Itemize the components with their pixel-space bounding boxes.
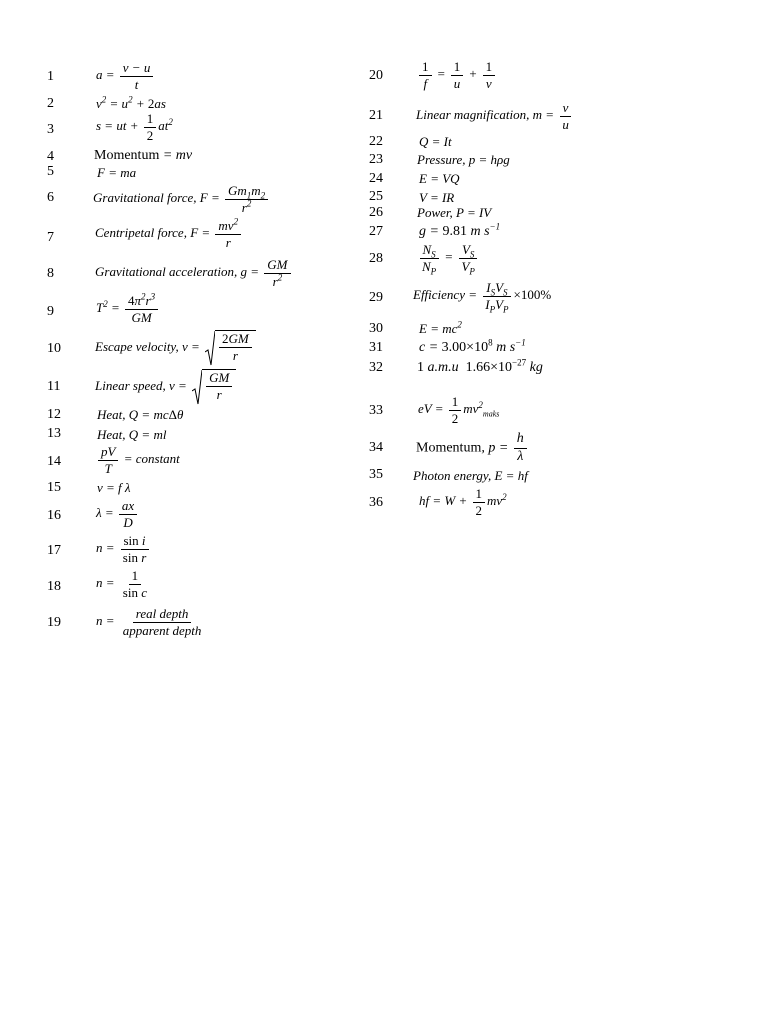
formula-charge: Q = It	[419, 134, 452, 149]
formula-number: 36	[369, 495, 383, 510]
formula-number: 24	[369, 171, 383, 186]
heat-label: Heat,	[97, 427, 126, 442]
formula-number: 21	[369, 108, 383, 123]
formula-critical-angle: n = $\frac{1}{\text{sin c}}$	[96, 568, 147, 600]
formula-speed-of-light: $c = 3.00\times 10^8$ m $s^{-1}$	[419, 337, 526, 355]
formula-number: 23	[369, 152, 383, 167]
formula-orbital-period: $T^2$ = $\frac{4\pi^2r^3}{GM}$	[96, 294, 160, 324]
formula-momentum: Momentum = mv	[94, 148, 193, 163]
formula-centripetal-force: Centripetal force, F = $\frac{mv^2}{r}$	[95, 219, 243, 249]
formula-number: 17	[47, 543, 61, 558]
efficiency-label: Efficiency	[413, 287, 465, 303]
formula-force: F = ma	[97, 165, 137, 180]
formula-lens: $\frac{1}{f}$ = $\frac{1}{u}$ + $\frac{1}{v}$	[417, 60, 497, 90]
formula-displacement: s = ut + $\frac{1}{2}$ $at^2$	[96, 111, 173, 143]
formula-acceleration: a = $\frac{v - u}{t}$	[96, 61, 155, 91]
formula-number: 15	[47, 480, 61, 495]
formula-gravitational-acceleration: Gravitational acceleration, g = $\frac{GM}{r^2}$	[95, 258, 293, 288]
formula-v-squared: $v^2 = u^2 + 2as$	[96, 94, 166, 111]
formula-transformer: $\frac{N_S}{N_P}$ = $\frac{V_S}{V_P}$	[417, 243, 480, 273]
formula-mass-energy: $E = mc^2$	[419, 319, 462, 336]
formula-number: 13	[47, 426, 61, 441]
formula-number: 5	[47, 164, 54, 179]
formula-number: 10	[47, 341, 61, 356]
formula-kinetic-energy-electron: eV = $\frac{1}{2}$ $mv^2_{maks}$	[418, 394, 500, 426]
linear-speed-label: Linear speed,	[95, 377, 166, 393]
formula-energy-charge: E = VQ	[419, 171, 460, 186]
photon-energy-label: Photon energy,	[413, 468, 492, 483]
g-value: 9.81	[442, 224, 467, 239]
amu-value: 1.66	[465, 360, 491, 375]
formula-number: 32	[369, 360, 383, 375]
power-label: Power,	[417, 205, 453, 220]
heat-label: Heat,	[97, 407, 126, 422]
formula-gravitational-force: Gravitational force, F = $\frac{Gm_1m_2}{r^2}$	[93, 184, 270, 214]
formula-number: 3	[47, 122, 54, 137]
formula-photon-momentum: Momentum, p = $\frac{h}{\lambda}$	[416, 432, 529, 464]
formula-number: 6	[47, 190, 54, 205]
formula-number: 33	[369, 403, 383, 418]
formula-number: 26	[369, 205, 383, 220]
pressure-label: Pressure,	[417, 152, 466, 167]
formula-number: 11	[47, 379, 61, 394]
gravitational-acceleration-label: Gravitational acceleration,	[95, 264, 238, 280]
formula-number: 34	[369, 440, 383, 455]
formula-number: 29	[369, 290, 383, 305]
formula-number: 8	[47, 266, 54, 281]
formula-heat-capacity: Heat, Q = mcΔθ	[97, 407, 184, 422]
formula-refractive-depth: n = real depth apparent depth	[96, 607, 206, 637]
constant-label: constant	[135, 451, 180, 467]
formula-number: 28	[369, 251, 383, 266]
c-value: 3.00	[441, 340, 467, 355]
formula-snells-law: n = $\frac{\text{sin i}}{\text{sin r}}$	[96, 534, 151, 564]
apparent-depth-label: apparent depth	[122, 622, 202, 638]
formula-number: 2	[47, 96, 54, 111]
formula-number: 35	[369, 467, 383, 482]
gravitational-force-label: Gravitational force,	[93, 190, 197, 206]
formula-linear-speed: Linear speed, v = $\frac{GM}{r}$	[95, 369, 236, 405]
formula-pressure: Pressure, p = hρg	[417, 152, 510, 167]
formula-power: Power, P = IV	[417, 205, 492, 220]
percent-value: 100%	[520, 287, 552, 303]
formula-gas-law: $\frac{pV}{T}$ = constant	[96, 445, 180, 475]
escape-velocity-label: Escape velocity,	[95, 338, 179, 354]
formula-efficiency: Efficiency = $I_SV_S$ $I_PV_P$ ×100%	[413, 280, 552, 315]
formula-number: 12	[47, 407, 61, 422]
formula-number: 18	[47, 579, 61, 594]
formula-wave-speed: v = f λ	[97, 480, 131, 495]
formula-number: 1	[47, 69, 54, 84]
formula-ohms-law: V = IR	[419, 190, 455, 205]
formula-wavelength: λ = $\frac{ax}{D}$	[96, 499, 139, 529]
centripetal-force-label: Centripetal force,	[95, 225, 187, 241]
formula-amu: 1 a.m.u $1.66\times 10^{-27}$ kg	[417, 357, 543, 375]
formula-latent-heat: Heat, Q = ml	[97, 427, 167, 442]
formula-number: 25	[369, 189, 383, 204]
formula-number: 7	[47, 230, 54, 245]
formula-number: 19	[47, 615, 61, 630]
formula-number: 9	[47, 304, 54, 319]
amu-label: a.m.u	[427, 360, 459, 375]
formula-number: 20	[369, 68, 383, 83]
formula-escape-velocity: Escape velocity, v = $\frac{2GM}{r}$	[95, 330, 256, 366]
linear-magnification-label: Linear magnification,	[416, 107, 530, 123]
formula-photoelectric: hf = W + $\frac{1}{2}$ $mv^2$	[419, 486, 507, 518]
formula-magnification: Linear magnification, m = $\frac{v}{u}$	[416, 101, 574, 131]
formula-number: 31	[369, 340, 383, 355]
momentum-label: Momentum	[94, 148, 160, 163]
formula-number: 30	[369, 321, 383, 336]
formula-number: 16	[47, 508, 61, 523]
formula-number: 4	[47, 149, 54, 164]
formula-number: 22	[369, 134, 383, 149]
formula-gravity-value: g = 9.81 m $s^{-1}$	[419, 221, 501, 239]
maks-label: maks	[482, 409, 500, 419]
formula-number: 14	[47, 454, 61, 469]
real-depth-label: real depth	[133, 607, 192, 623]
formula-number: 27	[369, 224, 383, 239]
formula-photon-energy: Photon energy, E = hf	[413, 468, 528, 483]
momentum-label: Momentum	[416, 440, 482, 456]
